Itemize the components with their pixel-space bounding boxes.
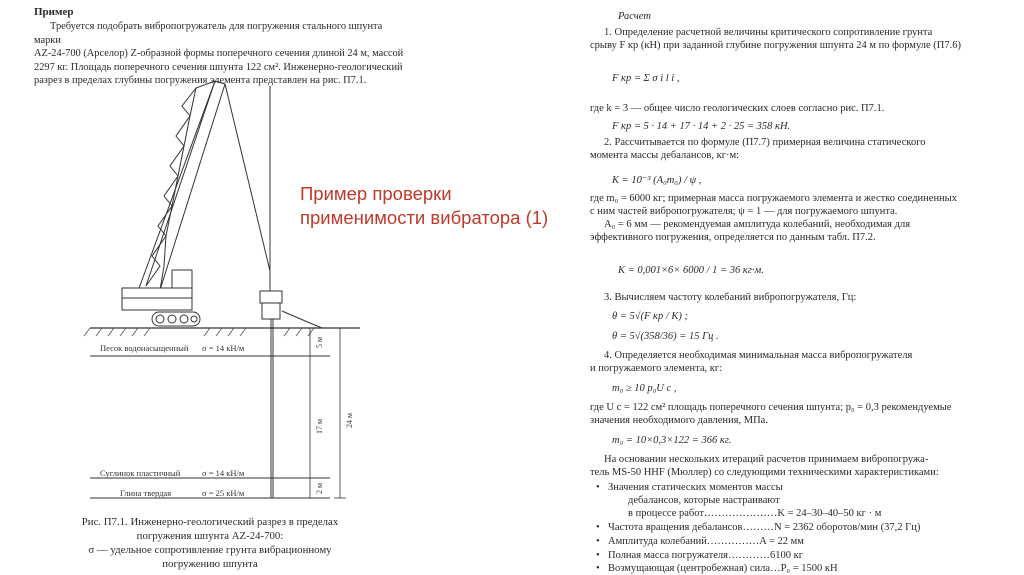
example-heading: Пример xyxy=(34,6,74,18)
caption-line-3: σ — удельное сопротивление грунта вибрационному xyxy=(88,544,332,556)
step1-line-1: 1. Определение расчетной величины критического сопротивление грунта xyxy=(604,27,933,38)
formula-k: K = 10⁻³ (A₀m₀) / ψ , xyxy=(612,175,702,186)
spec-static-moment-3: в процессе работ…………………K = 24–30–40–50 кг · м xyxy=(628,508,882,519)
step4-line-2: и погружаемого элемента, кг: xyxy=(590,363,723,374)
m0-line-2: с ним частей вибропогружателя; ψ = 1 — для погружаемого шпунта. xyxy=(590,206,898,217)
formula-theta-calc: θ = 5√(358/36) = 15 Гц . xyxy=(612,331,719,342)
layer-2-sigma: σ = 14 кН/м xyxy=(202,468,245,478)
step4-line-1: 4. Определяется необходимая минимальная масса вибропогружателя xyxy=(604,350,913,361)
formula-theta: θ = 5√(F кр / K) ; xyxy=(612,311,688,322)
step3: 3. Вычисляем частоту колебаний вибропогружателя, Гц: xyxy=(604,292,857,303)
layer-3-name: Глина твердая xyxy=(120,488,172,498)
figure-caption xyxy=(60,515,360,571)
spec-mass: • Полная масса погружателя…………6100 кг xyxy=(608,549,803,562)
spec-force: • Возмущающая (центробежная) сила…P₀ = 1500 кН xyxy=(608,562,838,575)
slide-title xyxy=(300,182,548,230)
dim-24m: 24 м xyxy=(345,412,354,428)
layer-1-name: Песок водонасыщенный xyxy=(100,343,189,353)
crane-soil-drawing xyxy=(60,66,370,516)
uc-line-1: где U c = 122 см² площадь поперечного сечения шпунта; p₀ = 0,3 рекомендуемые xyxy=(590,402,952,413)
formula-fkr-calc: F кр = 5 · 14 + 17 · 14 + 2 · 25 = 358 кН. xyxy=(612,121,791,132)
problem-line-2: AZ-24-700 (Арселор) Z-образной формы поперечного сечения длиной 24 м, массой xyxy=(34,48,404,59)
step2-line-1: 2. Рассчитывается по формуле (П7.7) примерная величина статического xyxy=(604,137,926,148)
problem-line-3: 2297 кг. Площадь поперечного сечения шпунта 122 см². Инженерно-геологический xyxy=(34,61,403,73)
layer-2-name: Суглинок пластичный xyxy=(100,468,181,478)
dimension-lines xyxy=(304,328,346,498)
step1-line-2: срыву F кр (кН) при заданной глубине погружения шпунта 24 м по формуле (П7.6) xyxy=(590,40,961,51)
dim-17m: 17 м xyxy=(315,418,324,434)
uc-line-2: значения необходимого давления, МПа. xyxy=(590,415,768,426)
slide-title-line-1: Пример проверки xyxy=(300,183,452,204)
layer-3-sigma: σ = 25 кН/м xyxy=(202,488,245,498)
calculation-column xyxy=(590,6,1000,574)
caption-line-4: погружению шпунта xyxy=(162,558,258,570)
spec-static-moment-2: дебалансов, которые настраивают xyxy=(628,495,780,506)
problem-line-1: Требуется подобрать вибропогружатель для погружения стального шпунта марки xyxy=(34,21,383,46)
spec-frequency: • Частота вращения дебалансов………N = 2362 оборотов/мин (37,2 Гц) xyxy=(608,521,920,534)
spec-static-moment-1: • Значения статических моментов массы xyxy=(608,481,783,494)
caption-line-2: погружения шпунта AZ-24-700: xyxy=(136,530,284,542)
formula-fkr: F кр = Σ σ i l i , xyxy=(612,73,680,84)
spec-amplitude: • Амплитуда колебаний……………A = 22 мм xyxy=(608,535,804,548)
dim-2m: 2 м xyxy=(315,482,324,494)
formula-k-calc: K = 0,001×6× 6000 / 1 = 36 кг·м. xyxy=(618,265,764,276)
problem-line-4: разрез в пределах глубины погружения элемента представлен на рис. П7.1. xyxy=(34,75,367,86)
step5-line-2: тель MS-50 HHF (Мюллер) со следующими техническими характеристиками: xyxy=(590,467,939,478)
formula-m0-calc: m₀ = 10×0,3×122 = 366 кг. xyxy=(612,435,732,446)
step2-line-2: момента массы дебалансов, кг·м: xyxy=(590,150,740,161)
m0-line-1: где m₀ = 6000 кг; примерная масса погружаемого элемента и жестко соединенных xyxy=(590,193,957,204)
calc-heading: Расчет xyxy=(618,11,651,22)
caption-line-1: Рис. П7.1. Инженерно-геологический разрез в пределах xyxy=(81,516,339,528)
formula-m0: m₀ ≥ 10 p₀U c , xyxy=(612,383,677,394)
layer-1-sigma: σ = 14 кН/м xyxy=(202,343,245,353)
slide-title-line-2: применимости вибратора (1) xyxy=(300,207,549,228)
dim-5m: 5 м xyxy=(315,336,324,348)
a0-line-1: A₀ = 6 мм — рекомендуемая амплитуда колебаний, необходимая для xyxy=(604,219,911,230)
step5-line-1: На основании нескольких итераций расчетов принимаем вибропогружа- xyxy=(604,454,929,465)
a0-line-2: эффективного погружения, определяется по данным табл. П7.2. xyxy=(590,232,876,243)
k-note: где k = 3 — общее число геологических слоев согласно рис. П7.1. xyxy=(590,103,885,114)
crane-icon xyxy=(122,81,322,498)
